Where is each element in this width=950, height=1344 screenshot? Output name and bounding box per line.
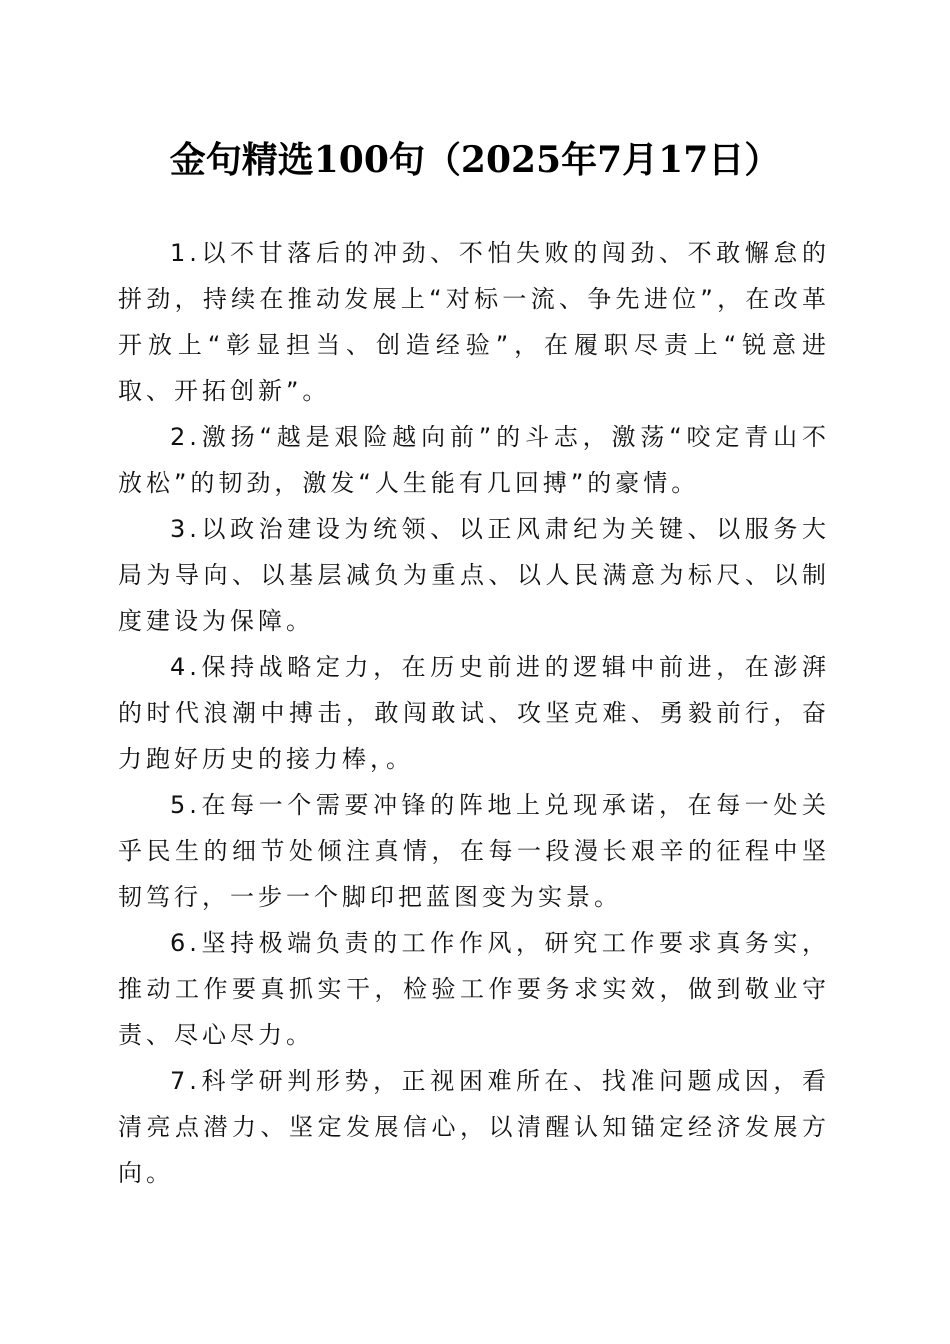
paragraph-7: 7.科学研判形势，正视困难所在、找准问题成因，看清亮点潜力、坚定发展信心，以清醒认知锚定经济发展方向。 (118, 1067, 830, 1187)
paragraph-4: 4.保持战略定力，在历史前进的逻辑中前进，在澎湃的时代浪潮中搏击，敢闯敢试、攻坚克难、勇毅前行，奋力跑好历史的接力棒，。 (118, 653, 830, 773)
paragraph-1: 1.以不甘落后的冲劲、不怕失败的闯劲、不敢懈怠的拼劲，持续在推动发展上“对标一流、争先进位”，在改革开放上“彰显担当、创造经验”，在履职尽责上“锐意进取、开拓创新”。 (118, 239, 830, 405)
paragraph-2: 2.激扬“越是艰险越向前”的斗志，激荡“咬定青山不放松”的韧劲，激发“人生能有几回搏”的豪情。 (118, 423, 830, 497)
document-body (118, 230, 830, 1196)
document-title: 金句精选100句（2025年7月17日） (169, 139, 781, 181)
paragraph-6: 6.坚持极端负责的工作作风，研究工作要求真务实，推动工作要真抓实干，检验工作要务求实效，做到敬业守责、尽心尽力。 (118, 929, 830, 1049)
paragraph-5: 5.在每一个需要冲锋的阵地上兑现承诺，在每一处关乎民生的细节处倾注真情，在每一段漫长艰辛的征程中坚韧笃行，一步一个脚印把蓝图变为实景。 (118, 791, 830, 911)
paragraph-3: 3.以政治建设为统领、以正风肃纪为关键、以服务大局为导向、以基层减负为重点、以人民满意为标尺、以制度建设为保障。 (118, 515, 830, 635)
